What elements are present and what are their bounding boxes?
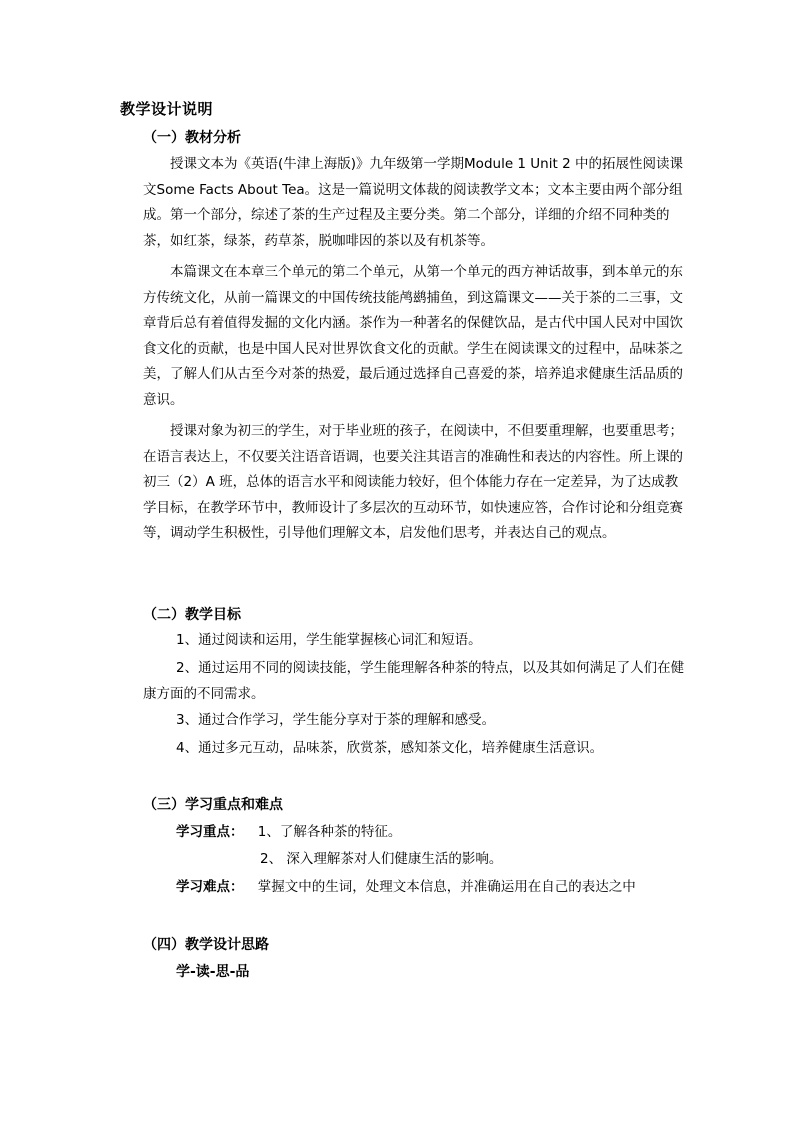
- difficulty-row: [176, 875, 636, 900]
- key-point-1: 1、了解各种茶的特征。: [257, 824, 402, 840]
- analysis-body: [143, 152, 683, 547]
- section-heading-analysis: （一）教材分析: [143, 130, 241, 146]
- key-point-2: 2、 深入理解茶对人们健康生活的影响。: [260, 851, 503, 867]
- goal-item-2: 2、通过运用不同的阅读技能，学生能理解各种茶的特点，以及其如何满足了人们在健康方面的不同需求。: [143, 660, 685, 702]
- analysis-paragraph-2: 本篇课文在本章三个单元的第二个单元，从第一个单元的西方神话故事，到本单元的东方传统文化，从前一篇课文的中国传统技能鸬鹚捕鱼，到这篇课文——关于茶的二三事，文章背后总有着值得发掘的文化内涵。茶作为一种著名的保健饮品，是古代中国人民对中国饮食文化的贡献，也是中国人民对世界饮食文化的贡献。学生在阅读课文的过程中，品味茶之美，了解人们从古至今对茶的热爱，最后通过选择自己喜爱的茶，培养追求健康生活品质的意识。: [143, 264, 683, 408]
- key-points-label: 学习重点：: [176, 824, 244, 840]
- document-title: 教学设计说明: [120, 100, 214, 118]
- analysis-paragraph-3: 授课对象为初三的学生，对于毕业班的孩子，在阅读中，不但要重理解，也要重思考；在语言表达上，不仅要关注语音语调，也要关注其语言的准确性和表达的内容性。所上课的初三（2）A 班，总体的语言水平和阅读能力较好，但个体能力存在一定差异，为了达成教学目标，在教学环节中，教师设计了多层次的互动环节，如快速应答，合作讨论和分组竞赛等，调动学生积极性，引导他们理解文本，启发他们思考，并表达自己的观点。: [143, 423, 683, 541]
- difficulty-label: 学习难点：: [176, 879, 244, 895]
- key-points-row: [176, 820, 401, 845]
- difficulty-text: 掌握文中的生词，处理文本信息，并准确运用在自己的表达之中: [257, 879, 636, 895]
- section-heading-focus: （三）学习重点和难点: [143, 797, 283, 813]
- section-heading-design: （四）教学设计思路: [143, 937, 269, 953]
- section-heading-goals: （二）教学目标: [143, 607, 241, 623]
- goal-item-3: 3、通过合作学习，学生能分享对于茶的理解和感受。: [176, 712, 496, 728]
- goal-item-4: 4、通过多元互动，品味茶，欣赏茶，感知茶文化，培养健康生活意识。: [176, 740, 604, 756]
- goal-item-1: 1、通过阅读和运用，学生能掌握核心词汇和短语。: [176, 632, 482, 648]
- design-strategy: 学-读-思-品: [176, 964, 250, 980]
- analysis-paragraph-1: 授课文本为《英语(牛津上海版)》九年级第一学期Module 1 Unit 2 中的拓展性阅读课文Some Facts About Tea。这是一篇说明文体裁的阅读教学文本；文本主要由两个部分组成。第一个部分，综述了茶的生产过程及主要分类。第二个部分，详细的介绍不同种类的茶，如红茶，绿茶，药草茶，脱咖啡因的茶以及有机茶等。: [143, 156, 683, 249]
